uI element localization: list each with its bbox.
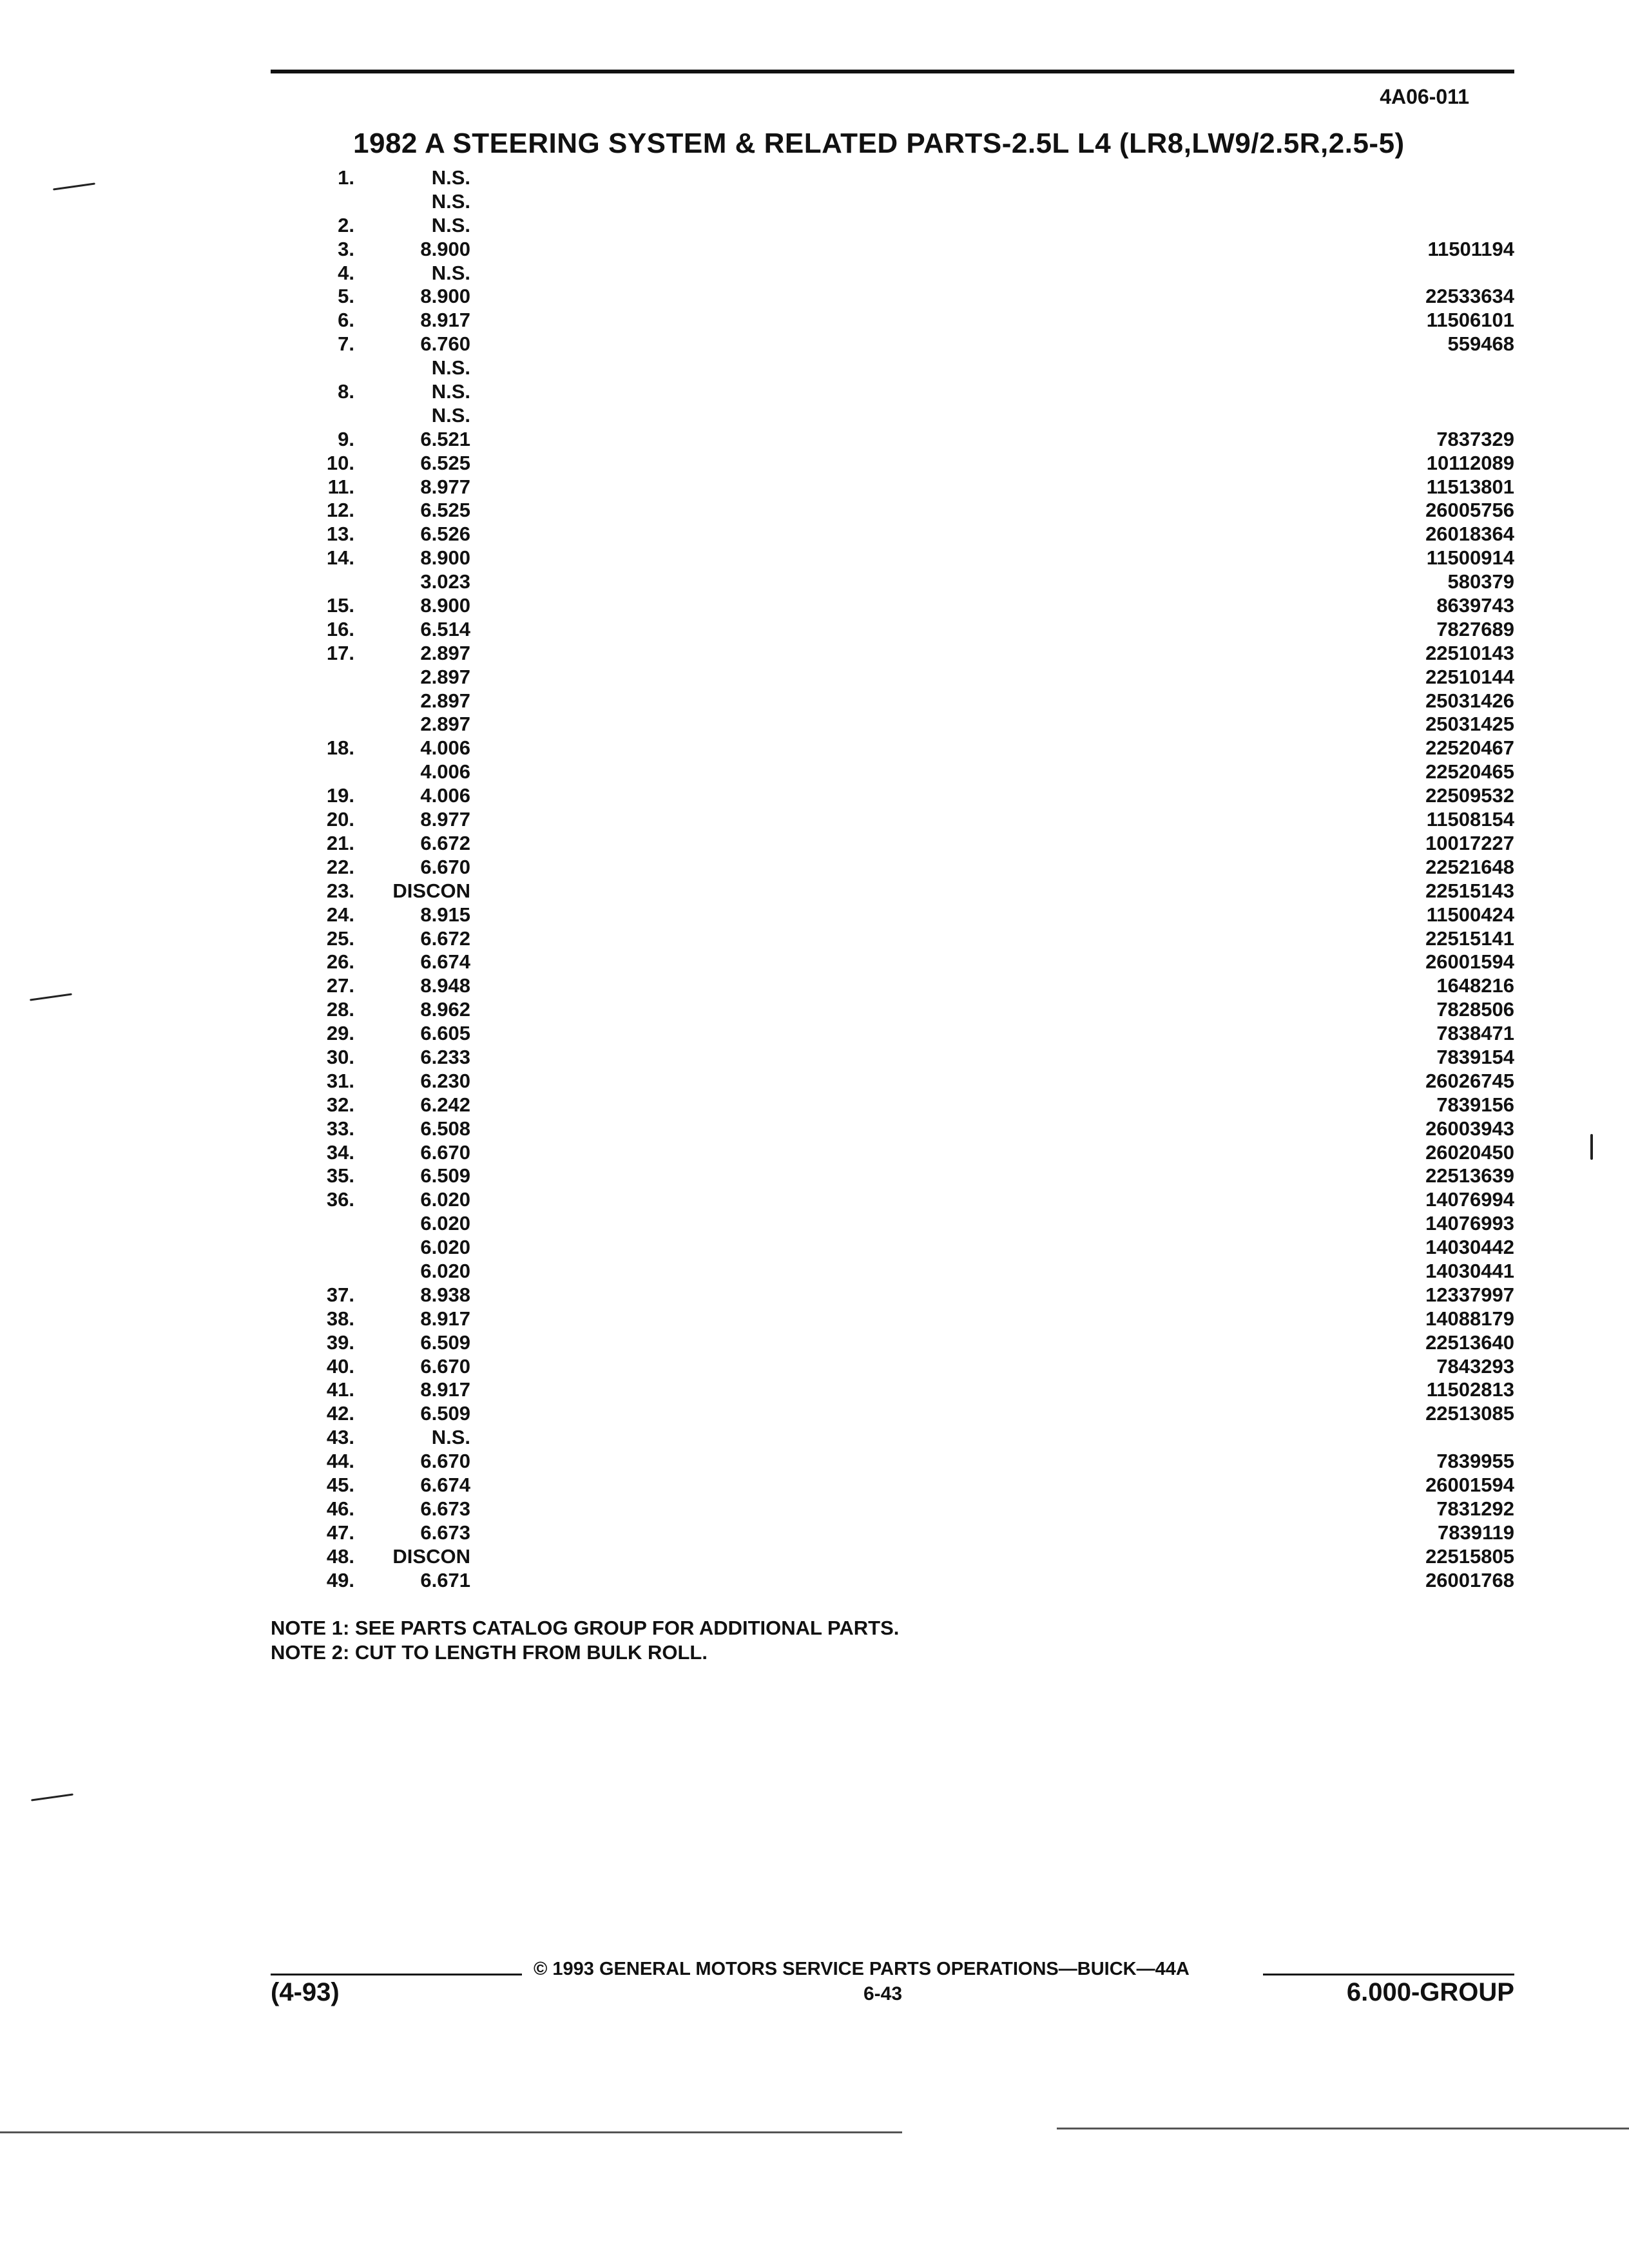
part-row xyxy=(0,1521,1629,1545)
part-row xyxy=(0,784,1629,808)
part-row xyxy=(0,879,1629,903)
part-row xyxy=(0,1474,1629,1497)
copyright: © 1993 GENERAL MOTORS SERVICE PARTS OPERATIONS—BUICK—44A xyxy=(534,1959,1190,1979)
part-number: 26026745 xyxy=(1425,1069,1514,1092)
part-number: 11506101 xyxy=(1426,309,1514,332)
part-number: 14030442 xyxy=(1425,1236,1514,1259)
item-number: 28. xyxy=(326,998,354,1021)
part-number: 22509532 xyxy=(1425,784,1514,807)
part-number: 26020450 xyxy=(1425,1140,1514,1164)
group-number: 6.674 xyxy=(420,950,470,974)
group-number: 6.672 xyxy=(420,927,470,950)
part-row xyxy=(0,1331,1629,1355)
item-number: 6. xyxy=(338,309,354,332)
group-number: 4.006 xyxy=(420,760,470,783)
footer-group: 6.000-GROUP xyxy=(1346,1978,1514,2006)
part-number: 26001594 xyxy=(1425,950,1514,974)
part-row xyxy=(0,1188,1629,1212)
part-row xyxy=(0,309,1629,332)
group-number: 6.521 xyxy=(420,427,470,450)
part-row xyxy=(0,1022,1629,1046)
part-number: 22515805 xyxy=(1425,1544,1514,1568)
item-number: 49. xyxy=(326,1568,354,1591)
part-row xyxy=(0,594,1629,618)
group-number: 6.673 xyxy=(420,1497,470,1520)
page-title: 1982 A STEERING SYSTEM & RELATED PARTS-2.5L L4 (LR8,LW9/2.5R,2.5-5) xyxy=(353,128,1405,159)
part-number: 14076993 xyxy=(1425,1212,1514,1235)
group-number: N.S. xyxy=(431,403,470,427)
group-number: 6.233 xyxy=(420,1045,470,1068)
part-row xyxy=(0,974,1629,998)
note-2: NOTE 2: CUT TO LENGTH FROM BULK ROLL. xyxy=(271,1641,708,1664)
part-number: 11508154 xyxy=(1426,808,1514,831)
item-number: 38. xyxy=(326,1307,354,1330)
item-number: 44. xyxy=(326,1450,354,1473)
item-number: 14. xyxy=(326,546,354,570)
item-number: 48. xyxy=(326,1544,354,1568)
part-number: 22521648 xyxy=(1425,855,1514,878)
part-row xyxy=(0,713,1629,736)
group-number: 6.670 xyxy=(420,1140,470,1164)
group-number: 6.020 xyxy=(420,1259,470,1282)
part-row xyxy=(0,238,1629,262)
group-number: 8.900 xyxy=(420,237,470,260)
group-number: 4.006 xyxy=(420,784,470,807)
part-number: 22520467 xyxy=(1425,736,1514,760)
part-number: 26003943 xyxy=(1425,1117,1514,1140)
part-row xyxy=(0,808,1629,832)
group-number: N.S. xyxy=(431,189,470,213)
group-number: 6.525 xyxy=(420,451,470,474)
item-number: 31. xyxy=(326,1069,354,1092)
part-row xyxy=(0,1117,1629,1141)
top-rule xyxy=(271,70,1514,73)
part-row xyxy=(0,428,1629,452)
part-number: 7828506 xyxy=(1436,998,1514,1021)
group-number: 4.006 xyxy=(420,736,470,760)
part-row xyxy=(0,1450,1629,1474)
part-row xyxy=(0,950,1629,974)
part-number: 580379 xyxy=(1447,570,1514,593)
item-number: 26. xyxy=(326,950,354,974)
group-number: 6.670 xyxy=(420,855,470,878)
item-number: 21. xyxy=(326,831,354,854)
group-number: 6.525 xyxy=(420,499,470,522)
part-row xyxy=(0,1141,1629,1165)
part-row xyxy=(0,1070,1629,1093)
part-number: 22510143 xyxy=(1425,641,1514,664)
item-number: 2. xyxy=(338,213,354,236)
item-number: 40. xyxy=(326,1354,354,1378)
part-number: 12337997 xyxy=(1425,1283,1514,1306)
item-number: 43. xyxy=(326,1426,354,1449)
group-number: 6.672 xyxy=(420,831,470,854)
part-row xyxy=(0,380,1629,404)
item-number: 34. xyxy=(326,1140,354,1164)
item-number: 23. xyxy=(326,879,354,902)
part-number: 26018364 xyxy=(1425,523,1514,546)
group-number: 8.917 xyxy=(420,309,470,332)
item-number: 24. xyxy=(326,903,354,926)
group-number: 6.242 xyxy=(420,1093,470,1116)
part-row xyxy=(0,476,1629,499)
item-number: 20. xyxy=(326,808,354,831)
group-number: 6.230 xyxy=(420,1069,470,1092)
part-row xyxy=(0,1545,1629,1569)
item-number: 46. xyxy=(326,1497,354,1520)
group-number: 6.509 xyxy=(420,1402,470,1425)
group-number: 8.977 xyxy=(420,808,470,831)
part-row xyxy=(0,1355,1629,1379)
group-number: 6.509 xyxy=(420,1164,470,1187)
group-number: 6.670 xyxy=(420,1354,470,1378)
item-number: 41. xyxy=(326,1378,354,1401)
group-number: 6.605 xyxy=(420,1022,470,1045)
item-number: 5. xyxy=(338,285,354,308)
part-number: 22513085 xyxy=(1425,1402,1514,1425)
part-row xyxy=(0,262,1629,285)
group-number: 8.938 xyxy=(420,1283,470,1306)
group-number: 6.514 xyxy=(420,617,470,640)
item-number: 16. xyxy=(326,617,354,640)
parts-list xyxy=(0,166,1629,1592)
group-number: 6.673 xyxy=(420,1521,470,1544)
notes xyxy=(271,1616,899,1665)
group-number: 8.900 xyxy=(420,594,470,617)
group-number: 2.897 xyxy=(420,689,470,712)
part-number: 14088179 xyxy=(1425,1307,1514,1330)
part-row xyxy=(0,666,1629,689)
part-number: 11502813 xyxy=(1426,1378,1514,1401)
part-number: 7843293 xyxy=(1436,1354,1514,1378)
margin-mark xyxy=(1590,1134,1593,1160)
part-row xyxy=(0,1426,1629,1450)
item-number: 1. xyxy=(338,166,354,189)
part-row xyxy=(0,1378,1629,1402)
part-number: 559468 xyxy=(1447,332,1514,356)
part-number: 14076994 xyxy=(1425,1188,1514,1211)
part-row xyxy=(0,452,1629,476)
part-row xyxy=(0,332,1629,356)
part-row xyxy=(0,1212,1629,1236)
part-row xyxy=(0,1260,1629,1283)
item-number: 32. xyxy=(326,1093,354,1116)
part-row xyxy=(0,570,1629,594)
part-number: 1648216 xyxy=(1436,974,1514,997)
item-number: 22. xyxy=(326,855,354,878)
part-row xyxy=(0,856,1629,879)
group-number: 2.897 xyxy=(420,665,470,688)
group-number: 8.917 xyxy=(420,1378,470,1401)
footer-rule-right xyxy=(1263,1974,1514,1975)
part-number: 26001768 xyxy=(1425,1568,1514,1591)
item-number: 27. xyxy=(326,974,354,997)
group-number: 2.897 xyxy=(420,713,470,736)
group-number: 8.962 xyxy=(420,998,470,1021)
part-row xyxy=(0,214,1629,238)
part-number: 11513801 xyxy=(1426,475,1514,498)
group-number: N.S. xyxy=(431,356,470,380)
part-number: 7839955 xyxy=(1436,1450,1514,1473)
note-1: NOTE 1: SEE PARTS CATALOG GROUP FOR ADDITIONAL PARTS. xyxy=(271,1617,900,1639)
part-row xyxy=(0,166,1629,190)
part-number: 7838471 xyxy=(1436,1022,1514,1045)
item-number: 9. xyxy=(338,427,354,450)
part-number: 7837329 xyxy=(1436,427,1514,450)
part-number: 7839119 xyxy=(1438,1521,1514,1544)
part-number: 10017227 xyxy=(1425,831,1514,854)
item-number: 25. xyxy=(326,927,354,950)
item-number: 19. xyxy=(326,784,354,807)
part-row xyxy=(0,903,1629,927)
part-number: 22513640 xyxy=(1425,1331,1514,1354)
part-row xyxy=(0,689,1629,713)
item-number: 15. xyxy=(326,594,354,617)
part-number: 7827689 xyxy=(1436,617,1514,640)
part-row xyxy=(0,1046,1629,1070)
part-number: 10112089 xyxy=(1426,451,1514,474)
part-number: 22520465 xyxy=(1425,760,1514,783)
part-number: 8639743 xyxy=(1436,594,1514,617)
part-number: 7831292 xyxy=(1436,1497,1514,1520)
group-number: 6.671 xyxy=(420,1568,470,1591)
item-number: 47. xyxy=(326,1521,354,1544)
part-number: 22533634 xyxy=(1425,285,1514,308)
group-number: 6.020 xyxy=(420,1188,470,1211)
part-row xyxy=(0,1569,1629,1593)
part-number: 22513639 xyxy=(1425,1164,1514,1187)
group-number: 8.900 xyxy=(420,285,470,308)
group-number: N.S. xyxy=(431,1426,470,1449)
part-row xyxy=(0,546,1629,570)
item-number: 30. xyxy=(326,1045,354,1068)
part-number: 11501194 xyxy=(1427,237,1514,260)
part-row xyxy=(0,356,1629,380)
scan-line xyxy=(1057,2128,1629,2129)
footer-date: (4-93) xyxy=(271,1978,340,2006)
part-row xyxy=(0,1283,1629,1307)
group-number: 2.897 xyxy=(420,641,470,664)
part-row xyxy=(0,523,1629,546)
group-number: 6.509 xyxy=(420,1331,470,1354)
group-number: 8.900 xyxy=(420,546,470,570)
item-number: 18. xyxy=(326,736,354,760)
group-number: 6.020 xyxy=(420,1212,470,1235)
part-row xyxy=(0,642,1629,666)
part-number: 26001594 xyxy=(1425,1473,1514,1496)
part-number: 22515141 xyxy=(1425,927,1514,950)
part-row xyxy=(0,1497,1629,1521)
part-number: 26005756 xyxy=(1425,499,1514,522)
part-row xyxy=(0,404,1629,428)
group-number: 6.020 xyxy=(420,1236,470,1259)
group-number: 8.977 xyxy=(420,475,470,498)
part-row xyxy=(0,736,1629,760)
part-row xyxy=(0,927,1629,951)
footer-rule-left xyxy=(271,1974,522,1975)
group-number: 6.508 xyxy=(420,1117,470,1140)
item-number: 45. xyxy=(326,1473,354,1496)
group-number: DISCON xyxy=(392,1544,470,1568)
part-row xyxy=(0,285,1629,309)
item-number: 7. xyxy=(338,332,354,356)
group-number: 6.760 xyxy=(420,332,470,356)
group-number: DISCON xyxy=(392,879,470,902)
group-number: 8.915 xyxy=(420,903,470,926)
item-number: 3. xyxy=(338,237,354,260)
part-row xyxy=(0,618,1629,642)
part-row xyxy=(0,1164,1629,1188)
part-number: 22510144 xyxy=(1425,665,1514,688)
part-number: 25031426 xyxy=(1425,689,1514,712)
item-number: 39. xyxy=(326,1331,354,1354)
item-number: 35. xyxy=(326,1164,354,1187)
item-number: 37. xyxy=(326,1283,354,1306)
item-number: 33. xyxy=(326,1117,354,1140)
group-number: N.S. xyxy=(431,261,470,284)
part-row xyxy=(0,190,1629,214)
part-number: 11500914 xyxy=(1426,546,1514,570)
group-number: 6.674 xyxy=(420,1473,470,1496)
part-number: 22515143 xyxy=(1425,879,1514,902)
part-row xyxy=(0,1236,1629,1260)
part-row xyxy=(0,1093,1629,1117)
part-number: 25031425 xyxy=(1425,713,1514,736)
margin-mark xyxy=(31,1793,73,1801)
group-number: 8.917 xyxy=(420,1307,470,1330)
part-row xyxy=(0,499,1629,523)
part-row xyxy=(0,1307,1629,1331)
page-number: 6-43 xyxy=(863,1983,903,2004)
group-number: 3.023 xyxy=(420,570,470,593)
group-number: 6.670 xyxy=(420,1450,470,1473)
item-number: 29. xyxy=(326,1022,354,1045)
part-number: 14030441 xyxy=(1425,1259,1514,1282)
part-number: 7839156 xyxy=(1436,1093,1514,1116)
part-number: 7839154 xyxy=(1436,1045,1514,1068)
group-number: N.S. xyxy=(431,166,470,189)
group-number: N.S. xyxy=(431,213,470,236)
group-number: 8.948 xyxy=(420,974,470,997)
item-number: 36. xyxy=(326,1188,354,1211)
item-number: 17. xyxy=(326,641,354,664)
group-number: 6.526 xyxy=(420,523,470,546)
item-number: 8. xyxy=(338,380,354,403)
item-number: 12. xyxy=(326,499,354,522)
part-row xyxy=(0,1402,1629,1426)
page-code: 4A06-011 xyxy=(1380,85,1469,108)
part-row xyxy=(0,832,1629,856)
item-number: 13. xyxy=(326,523,354,546)
item-number: 10. xyxy=(326,451,354,474)
item-number: 42. xyxy=(326,1402,354,1425)
group-number: N.S. xyxy=(431,380,470,403)
part-row xyxy=(0,760,1629,784)
item-number: 4. xyxy=(338,261,354,284)
scan-line xyxy=(0,2131,902,2133)
item-number: 11. xyxy=(327,475,354,498)
part-number: 11500424 xyxy=(1426,903,1514,926)
part-row xyxy=(0,998,1629,1022)
